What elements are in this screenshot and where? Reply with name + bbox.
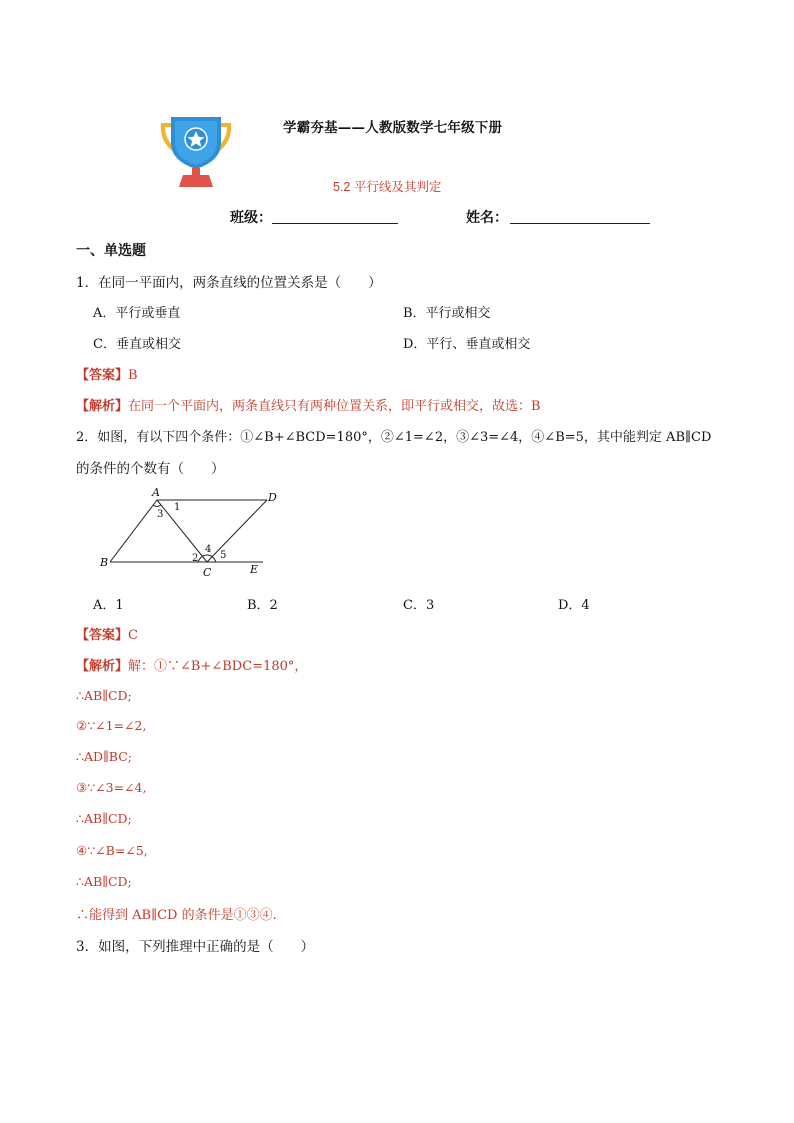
q3-stem: 3．如图，下列推理中正确的是（ ） xyxy=(76,939,315,955)
label-angle-2: 2 xyxy=(192,553,199,564)
label-angle-1: 1 xyxy=(174,502,181,513)
q1-option-a: A．平行或垂直 xyxy=(93,306,181,321)
q2-option-a: A．1 xyxy=(93,598,124,613)
class-blank xyxy=(272,223,398,224)
q1-stem: 1．在同一平面内，两条直线的位置关系是（ ） xyxy=(76,275,382,291)
q1-answer-value: B xyxy=(128,368,138,383)
document-title: 学霸夯基——人教版数学七年级下册 xyxy=(283,120,503,136)
class-label: 班级： xyxy=(230,210,272,226)
q2-answer-label: 【答案】 xyxy=(76,628,129,643)
q2-geometry-figure xyxy=(95,485,285,580)
q2-answer xyxy=(76,624,138,643)
label-a: A xyxy=(152,486,160,499)
q2-analysis-line: ∴AB∥CD; xyxy=(76,874,132,889)
q2-answer-value: C xyxy=(128,628,138,643)
q2-analysis-line: ③∵∠3=∠4, xyxy=(76,780,147,795)
q2-stem-line1: 2．如图，有以下四个条件：①∠B+∠BCD=180°，②∠1=∠2，③∠3=∠4，④∠B=5，其中能判定 AB∥CD xyxy=(76,430,712,445)
line-ab xyxy=(110,500,157,562)
q1-analysis xyxy=(76,395,541,414)
q1-analysis-label: 【解析】 xyxy=(76,399,129,414)
q2-analysis-line: ∴AD∥BC; xyxy=(76,749,132,764)
q1-answer xyxy=(76,364,138,383)
q2-stem-line2: 的条件的个数有（ ） xyxy=(76,461,225,477)
line-cd xyxy=(207,500,267,562)
q2-analysis-line: ∴AB∥CD; xyxy=(76,688,132,703)
q1-option-d: D．平行、垂直或相交 xyxy=(403,337,531,352)
name-blank xyxy=(510,223,650,224)
trophy-logo-icon xyxy=(155,113,237,187)
label-b: B xyxy=(100,556,109,569)
q2-option-c: C．3 xyxy=(403,598,435,613)
label-angle-5: 5 xyxy=(220,550,227,561)
label-angle-4: 4 xyxy=(205,544,212,555)
q2-analysis-first xyxy=(76,655,307,674)
line-ac xyxy=(157,500,207,562)
q1-option-c: C．垂直或相交 xyxy=(93,337,181,352)
q1-analysis-text: 在同一个平面内，两条直线只有两种位置关系，即平行或相交，故选：B xyxy=(128,399,541,414)
name-label: 姓名： xyxy=(466,210,508,226)
q2-analysis-line: 解：①∵∠B+∠BDC=180°， xyxy=(128,659,308,674)
q2-option-d: D．4 xyxy=(558,598,590,613)
q1-option-b: B．平行或相交 xyxy=(403,306,491,321)
q2-analysis-label: 【解析】 xyxy=(76,659,129,674)
document-subtitle: 5.2 平行线及其判定 xyxy=(333,180,442,194)
q2-analysis-line: ④∵∠B=∠5, xyxy=(76,843,148,858)
q2-analysis-line: ②∵∠1=∠2, xyxy=(76,718,147,733)
section-title: 一、单选题 xyxy=(76,243,146,259)
label-d: D xyxy=(268,491,277,504)
q2-option-b: B．2 xyxy=(247,598,278,613)
q2-analysis-conclusion: ∴能得到 AB∥CD 的条件是①③④. xyxy=(76,908,277,923)
q2-analysis-line: ∴AB∥CD; xyxy=(76,811,132,826)
label-e: E xyxy=(250,563,259,576)
label-c: C xyxy=(203,566,212,579)
q1-answer-label: 【答案】 xyxy=(76,368,129,383)
label-angle-3: 3 xyxy=(157,509,164,520)
